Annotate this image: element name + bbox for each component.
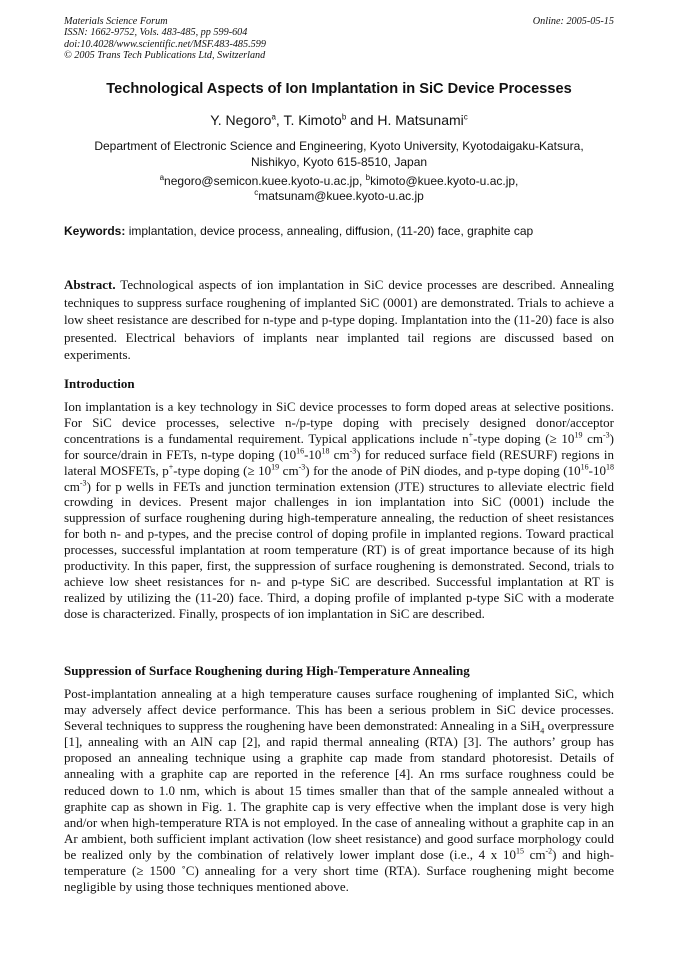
superscript: 16 bbox=[296, 446, 305, 456]
suppression-paragraph bbox=[64, 686, 614, 895]
email-address[interactable]: matsunam@kuee.kyoto-u.ac.jp bbox=[258, 189, 424, 203]
subscript: 4 bbox=[540, 726, 545, 736]
paper-title: Technological Aspects of Ion Implantation in SiC Device Processes bbox=[106, 81, 572, 97]
author-name: H. Matsunami bbox=[377, 112, 464, 128]
superscript: -2 bbox=[545, 846, 553, 856]
email-address[interactable]: kimoto@kuee.kyoto-u.ac.jp bbox=[370, 174, 516, 188]
superscript: -3 bbox=[349, 446, 357, 456]
affiliation-line: Nishikyo, Kyoto 615-8510, Japan bbox=[250, 155, 428, 169]
keywords bbox=[64, 224, 628, 238]
abstract-label: Abstract. bbox=[64, 277, 116, 292]
text-run: cm bbox=[582, 430, 603, 446]
text-run: -10 bbox=[304, 446, 322, 462]
text-run: Ion implantation is a key technology in SiC device processes to form doped areas at selective positions. For SiC device processes, selective n-/p-type doping with precisely designed donor/acceptor concentrations is a fundamental requirement. Typical applications include n bbox=[64, 399, 614, 446]
author-separator: , bbox=[275, 112, 284, 128]
author-name: Y. Negoro bbox=[210, 112, 272, 128]
doi-line: doi:10.4028/www.scientific.net/MSF.483-485.599 bbox=[64, 38, 266, 50]
author-mark: c bbox=[463, 112, 468, 122]
superscript: 16 bbox=[580, 462, 589, 472]
author-mark: a bbox=[271, 112, 276, 122]
text-run: Post-implantation annealing at a high temperature causes surface roughening of implanted SiC, which may adversely affect device performance. This has been a serious problem in SiC device processes. Several techniques to suppress the roughening have been demonstrated: Annealing in a SiH bbox=[64, 686, 614, 734]
text-run: -type doping (≥ 10 bbox=[173, 462, 272, 478]
superscript: 18 bbox=[321, 446, 330, 456]
introduction-paragraph bbox=[64, 399, 614, 622]
email-separator: , bbox=[515, 174, 519, 188]
affiliation bbox=[74, 138, 604, 170]
abstract-text: Technological aspects of ion implantation in SiC device processes are described. Annealing techniques to suppress surface roughening of implanted SiC (0001) are demonstrated. Trials to achieve a low sheet resistance are described for n-type and p-type doping. Implantation into the (11-20) face is also presented. Electrical behaviors of implants near implanted tail regions are discussed based on experiments. bbox=[64, 277, 614, 363]
text-run: ) for p wells in FETs and junction termination extension (JTE) structures to alleviate electric field crowding in devices. Present major challenges in ion implantation into SiC (0001) include the suppression of surface roughening during high-temperature annealing, the reduction of sheet resistances for both n- and p-types, and the precise control of doping profile in implanted regions. Toward practical processes, successful implantation at room temperature (RT) is of great importance because of its high productivity. In this paper, first, the suppression of surface roughening is demonstrated. Second, trials to achieve low sheet resistances for n- and p-type SiC are described. Successful implantation at RT is realized by utilizing the (11-20) face. Third, a doping profile of implanted p-type SiC with a moderate dose is characterized. Finally, prospects of ion implantation in SiC are described. bbox=[64, 478, 614, 621]
text-run: ) for source/drain in FETs, n-type doping (10 bbox=[64, 430, 614, 462]
superscript: 19 bbox=[574, 430, 583, 440]
text-run: cm bbox=[329, 446, 350, 462]
text-run: -10 bbox=[588, 462, 606, 478]
author-list bbox=[40, 112, 638, 128]
abstract bbox=[64, 276, 614, 364]
superscript: 19 bbox=[271, 462, 280, 472]
author-separator: and bbox=[346, 112, 378, 128]
text-run: cm bbox=[64, 478, 80, 494]
email-mark: c bbox=[254, 188, 259, 197]
keywords-label: Keywords: bbox=[64, 224, 126, 238]
superscript: + bbox=[168, 462, 174, 472]
affiliation-line: Department of Electronic Science and Engineering, Kyoto University, Kyotodaigaku-Katsura, bbox=[94, 139, 584, 153]
email-mark: b bbox=[365, 173, 371, 182]
running-header bbox=[64, 16, 614, 62]
text-run: ) for reduced surface field (RESURF) regions in lateral MOSFETs, p bbox=[64, 446, 615, 478]
author-name: T. Kimoto bbox=[283, 112, 342, 128]
superscript: 15 bbox=[515, 846, 524, 856]
text-run: overpressure [1], annealing with an AlN cap [2], and rapid thermal annealing (RTA) [3]. The authors’ group has proposed an annealing technique using a graphite cap made from standard photoresist. Details of annealing with a graphite cap are reported in the reference [4]. An rms surface roughness could be reduced down to 1.0 nm, which is about 15 times smaller than that of the sample annealed without a graphite cap as shown in Fig. 1. The graphite cap is very effective when the implant dose is very high and/or when high-temperature RTA is not employed. In the case of annealing without a graphite cap in an Ar ambient, both sufficient implant activation (low sheet resistance) and good surface morphology could be realized only by the combination of relatively lower implant dose (i.e., 4 x 10 bbox=[64, 718, 615, 862]
text-run: cm bbox=[279, 462, 299, 478]
section-heading-introduction: Introduction bbox=[64, 376, 135, 391]
email-separator: , bbox=[359, 174, 366, 188]
superscript: -3 bbox=[298, 462, 306, 472]
journal-name: Materials Science Forum bbox=[64, 16, 168, 27]
copyright-line: © 2005 Trans Tech Publications Ltd, Switzerland bbox=[64, 50, 266, 62]
superscript: -3 bbox=[602, 430, 610, 440]
text-run: cm bbox=[523, 846, 546, 862]
email-list bbox=[60, 174, 618, 204]
email-mark: a bbox=[159, 173, 165, 182]
email-address[interactable]: negoro@semicon.kuee.kyoto-u.ac.jp bbox=[164, 174, 359, 188]
online-date: Online: 2005-05-15 bbox=[532, 16, 614, 27]
text-run: ) for the anode of PiN diodes, and p-type doping (10 bbox=[305, 462, 581, 478]
keywords-text: implantation, device process, annealing, diffusion, (11-20) face, graphite cap bbox=[125, 224, 534, 238]
text-run: -type doping (≥ 10 bbox=[473, 430, 575, 446]
superscript: 18 bbox=[605, 462, 614, 472]
superscript: -3 bbox=[79, 478, 87, 488]
issn-line: ISSN: 1662-9752, Vols. 483-485, pp 599-604 bbox=[64, 27, 248, 39]
section-heading-suppression: Suppression of Surface Roughening during High-Temperature Annealing bbox=[64, 663, 470, 678]
superscript: + bbox=[468, 430, 474, 440]
text-run: ) and high-temperature (≥ 1500 ˚C) annealing for a very short time (RTA). Surface roughening might become negligible by using those techniques mentioned above. bbox=[64, 846, 614, 895]
author-mark: b bbox=[341, 112, 347, 122]
